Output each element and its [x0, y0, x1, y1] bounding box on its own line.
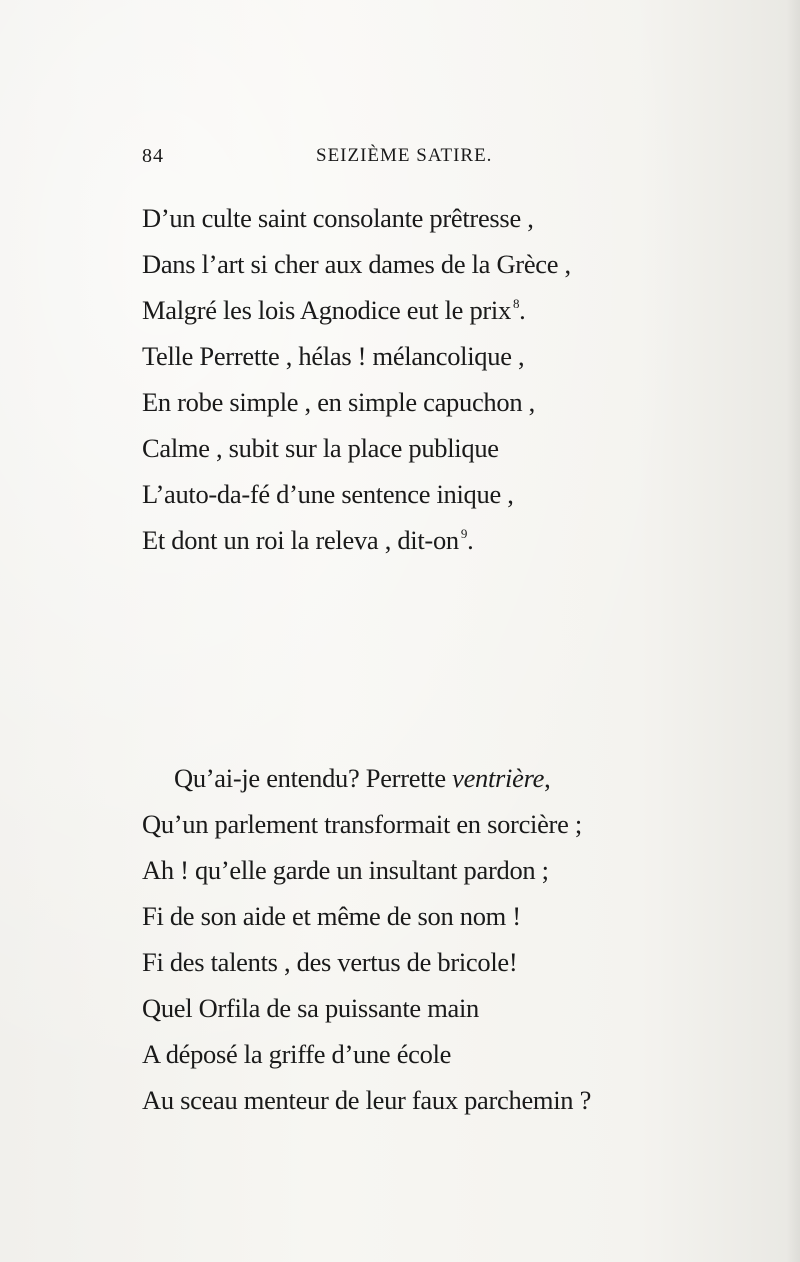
- verse-line: Quel Orfila de sa puissante main: [142, 993, 480, 1023]
- verse-line: A déposé la griffe d’une école: [142, 1039, 452, 1069]
- verse-line: D’un culte saint consolante prêtresse ,: [142, 203, 534, 233]
- footnote-ref: 9: [460, 526, 468, 541]
- verse-line: Fi des talents , des vertus de bricole!: [142, 947, 518, 977]
- verse-line: Malgré les lois Agnodice eut le prix $^8$.: [142, 295, 526, 325]
- verse-line: Au sceau menteur de leur faux parchemin ?: [142, 1085, 592, 1115]
- page-number: 84: [142, 145, 164, 167]
- stanza-2: [142, 755, 591, 1123]
- running-title: SEIZIÈME SATIRE.: [316, 145, 493, 166]
- verse-line: Ah ! qu’elle garde un insultant pardon ;: [142, 855, 549, 885]
- running-header: [142, 145, 542, 175]
- page-edge-shadow: [786, 0, 800, 1262]
- verse-line: Telle Perrette , hélas ! mélancolique ,: [142, 341, 525, 371]
- verse-line: Et dont un roi la releva , dit-on $^9$.: [142, 525, 474, 555]
- footnote-ref: 8: [512, 296, 520, 311]
- verse-line: Fi de son aide et même de son nom !: [142, 901, 521, 931]
- italic-word: ventrière: [452, 763, 545, 793]
- verse-line: Qu’un parlement transformait en sorcière ;: [142, 809, 582, 839]
- verse-line: Dans l’art si cher aux dames de la Grèce ,: [142, 249, 571, 279]
- verse-line: Qu’ai-je entendu? Perrette ventrière,: [174, 763, 551, 793]
- stanza-1: [142, 195, 571, 563]
- verse-line: Calme , subit sur la place publique: [142, 433, 499, 463]
- verse-line: L’auto-da-fé d’une sentence inique ,: [142, 479, 514, 509]
- verse-line: En robe simple , en simple capuchon ,: [142, 387, 535, 417]
